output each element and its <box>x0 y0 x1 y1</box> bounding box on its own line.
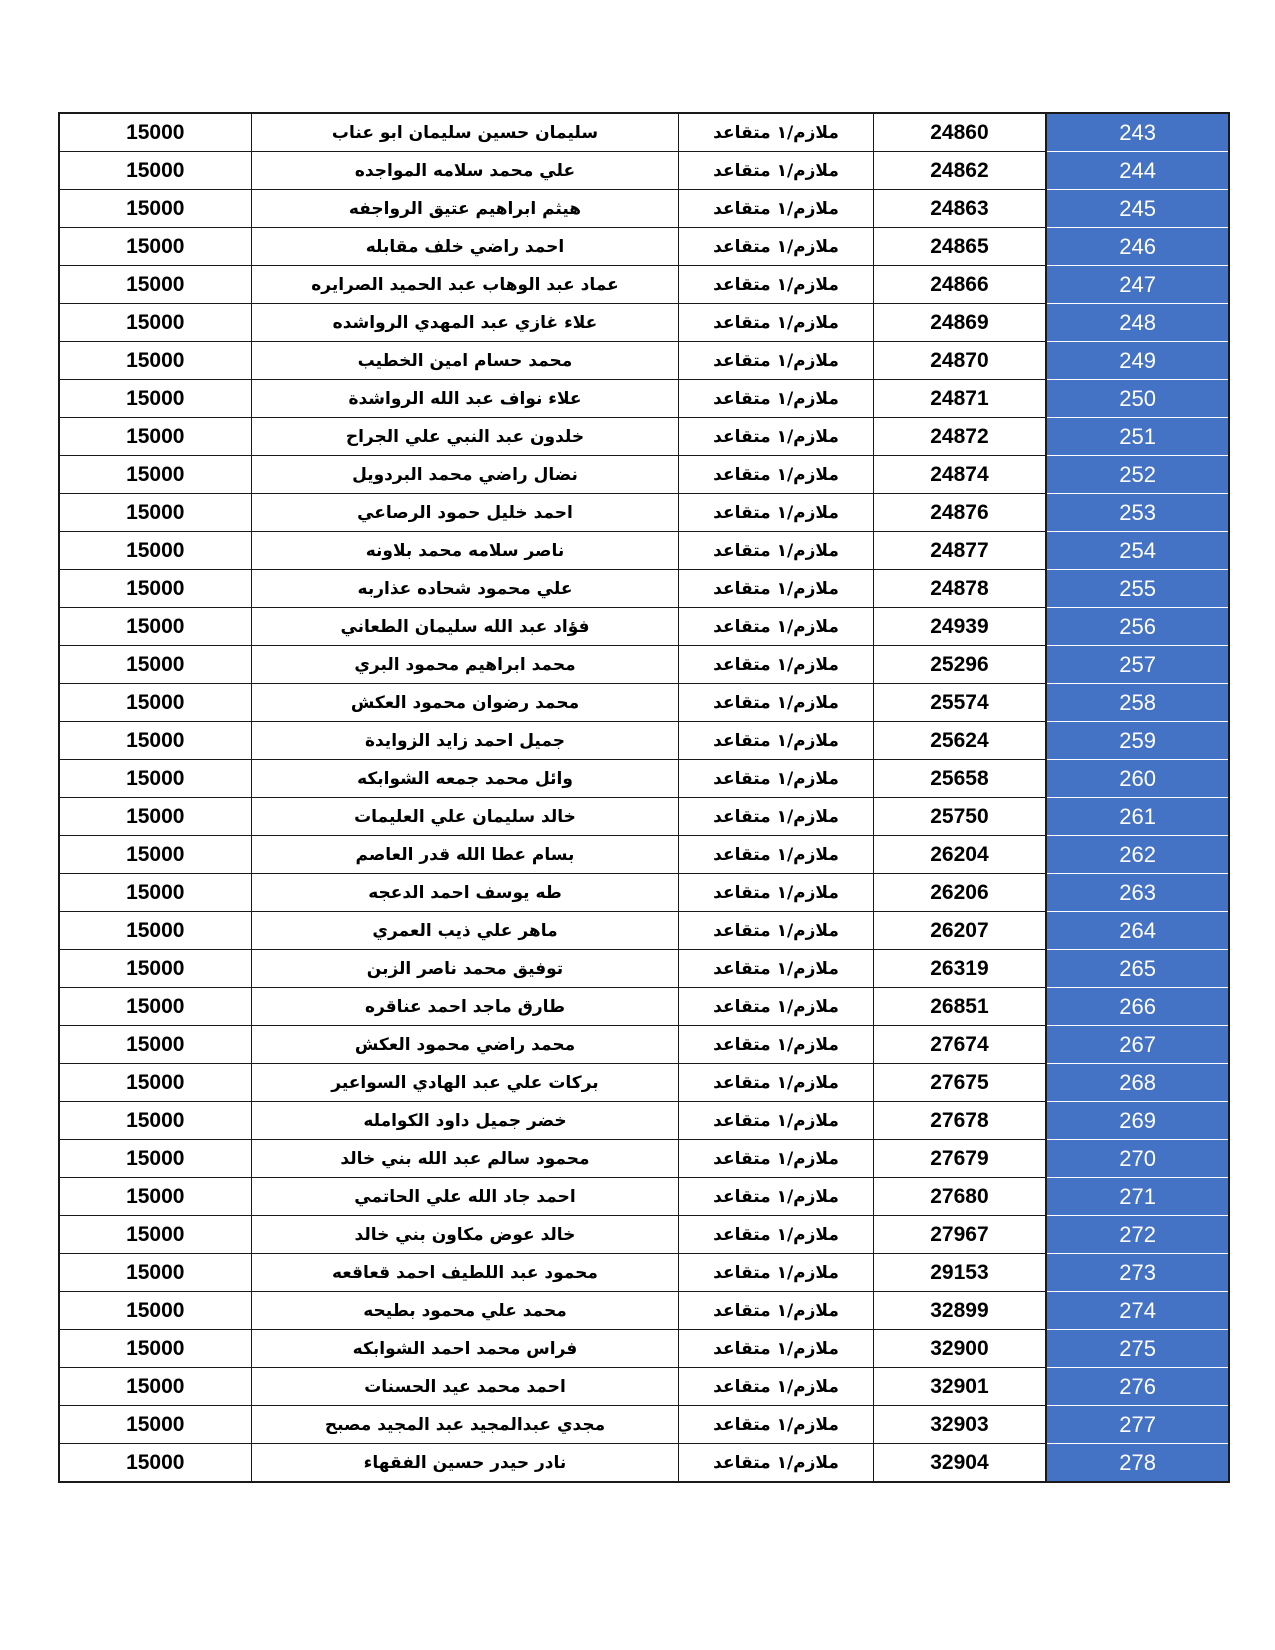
rank-cell: ملازم/١ متقاعد <box>679 380 873 418</box>
table-row <box>59 950 1229 988</box>
serial-number-cell: 275 <box>1046 1330 1229 1368</box>
id-number-cell: 27675 <box>873 1064 1046 1102</box>
rank-cell: ملازم/١ متقاعد <box>679 988 873 1026</box>
table-row <box>59 456 1229 494</box>
rank-cell: ملازم/١ متقاعد <box>679 1406 873 1444</box>
rank-cell: ملازم/١ متقاعد <box>679 228 873 266</box>
table-row <box>59 1330 1229 1368</box>
id-number-cell: 26207 <box>873 912 1046 950</box>
table-row <box>59 304 1229 342</box>
name-cell: خضر جميل داود الكوامله <box>251 1102 679 1140</box>
amount-cell: 15000 <box>59 722 251 760</box>
name-cell: علاء نواف عبد الله الرواشدة <box>251 380 679 418</box>
amount-cell: 15000 <box>59 874 251 912</box>
table-row <box>59 1102 1229 1140</box>
serial-number-cell: 263 <box>1046 874 1229 912</box>
table-row <box>59 760 1229 798</box>
name-cell: علي محمد سلامه المواجده <box>251 152 679 190</box>
rank-cell: ملازم/١ متقاعد <box>679 418 873 456</box>
id-number-cell: 25658 <box>873 760 1046 798</box>
id-number-cell: 25624 <box>873 722 1046 760</box>
name-cell: مجدي عبدالمجيد عبد المجيد مصبح <box>251 1406 679 1444</box>
amount-cell: 15000 <box>59 342 251 380</box>
serial-number-cell: 254 <box>1046 532 1229 570</box>
table-row <box>59 1406 1229 1444</box>
table-row <box>59 152 1229 190</box>
serial-number-cell: 265 <box>1046 950 1229 988</box>
rank-cell: ملازم/١ متقاعد <box>679 113 873 152</box>
name-cell: ناصر سلامه محمد بلاونه <box>251 532 679 570</box>
rank-cell: ملازم/١ متقاعد <box>679 912 873 950</box>
id-number-cell: 24872 <box>873 418 1046 456</box>
table-row <box>59 684 1229 722</box>
rank-cell: ملازم/١ متقاعد <box>679 570 873 608</box>
id-number-cell: 27679 <box>873 1140 1046 1178</box>
serial-number-cell: 251 <box>1046 418 1229 456</box>
rank-cell: ملازم/١ متقاعد <box>679 646 873 684</box>
name-cell: طارق ماجد احمد عناقره <box>251 988 679 1026</box>
id-number-cell: 24874 <box>873 456 1046 494</box>
amount-cell: 15000 <box>59 760 251 798</box>
id-number-cell: 24865 <box>873 228 1046 266</box>
rank-cell: ملازم/١ متقاعد <box>679 1026 873 1064</box>
name-cell: علاء غازي عبد المهدي الرواشده <box>251 304 679 342</box>
name-cell: سليمان حسين سليمان ابو عناب <box>251 113 679 152</box>
rank-cell: ملازم/١ متقاعد <box>679 152 873 190</box>
amount-cell: 15000 <box>59 266 251 304</box>
serial-number-cell: 256 <box>1046 608 1229 646</box>
table-row <box>59 113 1229 152</box>
serial-number-cell: 267 <box>1046 1026 1229 1064</box>
name-cell: بركات علي عبد الهادي السواعير <box>251 1064 679 1102</box>
amount-cell: 15000 <box>59 1368 251 1406</box>
id-number-cell: 32903 <box>873 1406 1046 1444</box>
amount-cell: 15000 <box>59 1254 251 1292</box>
name-cell: طه يوسف احمد الدعجه <box>251 874 679 912</box>
serial-number-cell: 274 <box>1046 1292 1229 1330</box>
amount-cell: 15000 <box>59 418 251 456</box>
id-number-cell: 32901 <box>873 1368 1046 1406</box>
serial-number-cell: 278 <box>1046 1444 1229 1483</box>
id-number-cell: 25750 <box>873 798 1046 836</box>
name-cell: خلدون عبد النبي علي الجراح <box>251 418 679 456</box>
id-number-cell: 32904 <box>873 1444 1046 1483</box>
id-number-cell: 24860 <box>873 113 1046 152</box>
serial-number-cell: 273 <box>1046 1254 1229 1292</box>
amount-cell: 15000 <box>59 113 251 152</box>
serial-number-cell: 272 <box>1046 1216 1229 1254</box>
name-cell: محمد راضي محمود العكش <box>251 1026 679 1064</box>
serial-number-cell: 249 <box>1046 342 1229 380</box>
id-number-cell: 24869 <box>873 304 1046 342</box>
name-cell: محمود عبد اللطيف احمد قعاقعه <box>251 1254 679 1292</box>
serial-number-cell: 261 <box>1046 798 1229 836</box>
rank-cell: ملازم/١ متقاعد <box>679 874 873 912</box>
serial-number-cell: 247 <box>1046 266 1229 304</box>
table-row <box>59 608 1229 646</box>
amount-cell: 15000 <box>59 1292 251 1330</box>
amount-cell: 15000 <box>59 190 251 228</box>
table-row <box>59 570 1229 608</box>
table-row <box>59 228 1229 266</box>
id-number-cell: 26851 <box>873 988 1046 1026</box>
table-body <box>59 113 1229 1482</box>
table-row <box>59 1216 1229 1254</box>
id-number-cell: 26206 <box>873 874 1046 912</box>
table-row <box>59 1254 1229 1292</box>
serial-number-cell: 268 <box>1046 1064 1229 1102</box>
rank-cell: ملازم/١ متقاعد <box>679 798 873 836</box>
table-row <box>59 380 1229 418</box>
amount-cell: 15000 <box>59 228 251 266</box>
table-row <box>59 342 1229 380</box>
table-row <box>59 798 1229 836</box>
id-number-cell: 27678 <box>873 1102 1046 1140</box>
rank-cell: ملازم/١ متقاعد <box>679 1254 873 1292</box>
table-row <box>59 494 1229 532</box>
serial-number-cell: 264 <box>1046 912 1229 950</box>
serial-number-cell: 253 <box>1046 494 1229 532</box>
id-number-cell: 32900 <box>873 1330 1046 1368</box>
rank-cell: ملازم/١ متقاعد <box>679 494 873 532</box>
table-row <box>59 646 1229 684</box>
serial-number-cell: 245 <box>1046 190 1229 228</box>
serial-number-cell: 259 <box>1046 722 1229 760</box>
serial-number-cell: 244 <box>1046 152 1229 190</box>
amount-cell: 15000 <box>59 494 251 532</box>
table-row <box>59 532 1229 570</box>
table-row <box>59 1178 1229 1216</box>
amount-cell: 15000 <box>59 608 251 646</box>
table-row <box>59 722 1229 760</box>
name-cell: احمد راضي خلف مقابله <box>251 228 679 266</box>
amount-cell: 15000 <box>59 570 251 608</box>
amount-cell: 15000 <box>59 950 251 988</box>
amount-cell: 15000 <box>59 798 251 836</box>
serial-number-cell: 246 <box>1046 228 1229 266</box>
name-cell: خالد سليمان علي العليمات <box>251 798 679 836</box>
amount-cell: 15000 <box>59 456 251 494</box>
rank-cell: ملازم/١ متقاعد <box>679 190 873 228</box>
amount-cell: 15000 <box>59 1216 251 1254</box>
table-row <box>59 874 1229 912</box>
amount-cell: 15000 <box>59 684 251 722</box>
rank-cell: ملازم/١ متقاعد <box>679 1140 873 1178</box>
table-row <box>59 1026 1229 1064</box>
name-cell: هيثم ابراهيم عتيق الرواجفه <box>251 190 679 228</box>
rank-cell: ملازم/١ متقاعد <box>679 304 873 342</box>
id-number-cell: 24876 <box>873 494 1046 532</box>
serial-number-cell: 255 <box>1046 570 1229 608</box>
id-number-cell: 24878 <box>873 570 1046 608</box>
rank-cell: ملازم/١ متقاعد <box>679 266 873 304</box>
name-cell: محمد ابراهيم محمود البري <box>251 646 679 684</box>
rank-cell: ملازم/١ متقاعد <box>679 950 873 988</box>
serial-number-cell: 271 <box>1046 1178 1229 1216</box>
rank-cell: ملازم/١ متقاعد <box>679 1292 873 1330</box>
table-row <box>59 988 1229 1026</box>
amount-cell: 15000 <box>59 380 251 418</box>
serial-number-cell: 266 <box>1046 988 1229 1026</box>
table-row <box>59 836 1229 874</box>
id-number-cell: 24939 <box>873 608 1046 646</box>
amount-cell: 15000 <box>59 836 251 874</box>
table-row <box>59 1444 1229 1483</box>
name-cell: محمود سالم عبد الله بني خالد <box>251 1140 679 1178</box>
amount-cell: 15000 <box>59 304 251 342</box>
rank-cell: ملازم/١ متقاعد <box>679 1368 873 1406</box>
table-row <box>59 266 1229 304</box>
id-number-cell: 27967 <box>873 1216 1046 1254</box>
serial-number-cell: 270 <box>1046 1140 1229 1178</box>
rank-cell: ملازم/١ متقاعد <box>679 1102 873 1140</box>
table-row <box>59 1140 1229 1178</box>
name-cell: خالد عوض مكاون بني خالد <box>251 1216 679 1254</box>
id-number-cell: 26204 <box>873 836 1046 874</box>
serial-number-cell: 262 <box>1046 836 1229 874</box>
id-number-cell: 26319 <box>873 950 1046 988</box>
serial-number-cell: 260 <box>1046 760 1229 798</box>
amount-cell: 15000 <box>59 1064 251 1102</box>
amount-cell: 15000 <box>59 912 251 950</box>
serial-number-cell: 257 <box>1046 646 1229 684</box>
rank-cell: ملازم/١ متقاعد <box>679 342 873 380</box>
rank-cell: ملازم/١ متقاعد <box>679 1178 873 1216</box>
serial-number-cell: 243 <box>1046 113 1229 152</box>
retirees-table <box>58 112 1230 1483</box>
rank-cell: ملازم/١ متقاعد <box>679 684 873 722</box>
amount-cell: 15000 <box>59 1178 251 1216</box>
rank-cell: ملازم/١ متقاعد <box>679 1444 873 1483</box>
rank-cell: ملازم/١ متقاعد <box>679 608 873 646</box>
name-cell: محمد رضوان محمود العكش <box>251 684 679 722</box>
name-cell: محمد علي محمود بطيحه <box>251 1292 679 1330</box>
name-cell: احمد خليل حمود الرصاعي <box>251 494 679 532</box>
name-cell: ماهر علي ذيب العمري <box>251 912 679 950</box>
amount-cell: 15000 <box>59 152 251 190</box>
amount-cell: 15000 <box>59 1026 251 1064</box>
name-cell: فؤاد عبد الله سليمان الطعاني <box>251 608 679 646</box>
name-cell: احمد محمد عيد الحسنات <box>251 1368 679 1406</box>
amount-cell: 15000 <box>59 988 251 1026</box>
name-cell: نادر حيدر حسين الفقهاء <box>251 1444 679 1483</box>
name-cell: احمد جاد الله علي الحاتمي <box>251 1178 679 1216</box>
rank-cell: ملازم/١ متقاعد <box>679 760 873 798</box>
amount-cell: 15000 <box>59 532 251 570</box>
id-number-cell: 24877 <box>873 532 1046 570</box>
id-number-cell: 24863 <box>873 190 1046 228</box>
id-number-cell: 27674 <box>873 1026 1046 1064</box>
amount-cell: 15000 <box>59 1444 251 1483</box>
name-cell: جميل احمد زايد الزوايدة <box>251 722 679 760</box>
serial-number-cell: 277 <box>1046 1406 1229 1444</box>
rank-cell: ملازم/١ متقاعد <box>679 532 873 570</box>
id-number-cell: 24870 <box>873 342 1046 380</box>
table-row <box>59 1292 1229 1330</box>
table-row <box>59 418 1229 456</box>
serial-number-cell: 248 <box>1046 304 1229 342</box>
table-row <box>59 912 1229 950</box>
name-cell: بسام عطا الله قدر العاصم <box>251 836 679 874</box>
name-cell: وائل محمد جمعه الشوابكه <box>251 760 679 798</box>
rank-cell: ملازم/١ متقاعد <box>679 1064 873 1102</box>
id-number-cell: 24871 <box>873 380 1046 418</box>
serial-number-cell: 250 <box>1046 380 1229 418</box>
rank-cell: ملازم/١ متقاعد <box>679 722 873 760</box>
rank-cell: ملازم/١ متقاعد <box>679 836 873 874</box>
amount-cell: 15000 <box>59 646 251 684</box>
rank-cell: ملازم/١ متقاعد <box>679 1216 873 1254</box>
serial-number-cell: 276 <box>1046 1368 1229 1406</box>
name-cell: عماد عبد الوهاب عبد الحميد الصرايره <box>251 266 679 304</box>
id-number-cell: 24866 <box>873 266 1046 304</box>
serial-number-cell: 252 <box>1046 456 1229 494</box>
name-cell: نضال راضي محمد البردويل <box>251 456 679 494</box>
id-number-cell: 25574 <box>873 684 1046 722</box>
id-number-cell: 24862 <box>873 152 1046 190</box>
id-number-cell: 32899 <box>873 1292 1046 1330</box>
serial-number-cell: 269 <box>1046 1102 1229 1140</box>
serial-number-cell: 258 <box>1046 684 1229 722</box>
table-row <box>59 190 1229 228</box>
amount-cell: 15000 <box>59 1140 251 1178</box>
rank-cell: ملازم/١ متقاعد <box>679 456 873 494</box>
rank-cell: ملازم/١ متقاعد <box>679 1330 873 1368</box>
table-row <box>59 1368 1229 1406</box>
name-cell: علي محمود شحاده عذاربه <box>251 570 679 608</box>
id-number-cell: 29153 <box>873 1254 1046 1292</box>
id-number-cell: 27680 <box>873 1178 1046 1216</box>
amount-cell: 15000 <box>59 1330 251 1368</box>
amount-cell: 15000 <box>59 1406 251 1444</box>
amount-cell: 15000 <box>59 1102 251 1140</box>
table-row <box>59 1064 1229 1102</box>
name-cell: فراس محمد احمد الشوابكه <box>251 1330 679 1368</box>
name-cell: محمد حسام امين الخطيب <box>251 342 679 380</box>
id-number-cell: 25296 <box>873 646 1046 684</box>
name-cell: توفيق محمد ناصر الزبن <box>251 950 679 988</box>
